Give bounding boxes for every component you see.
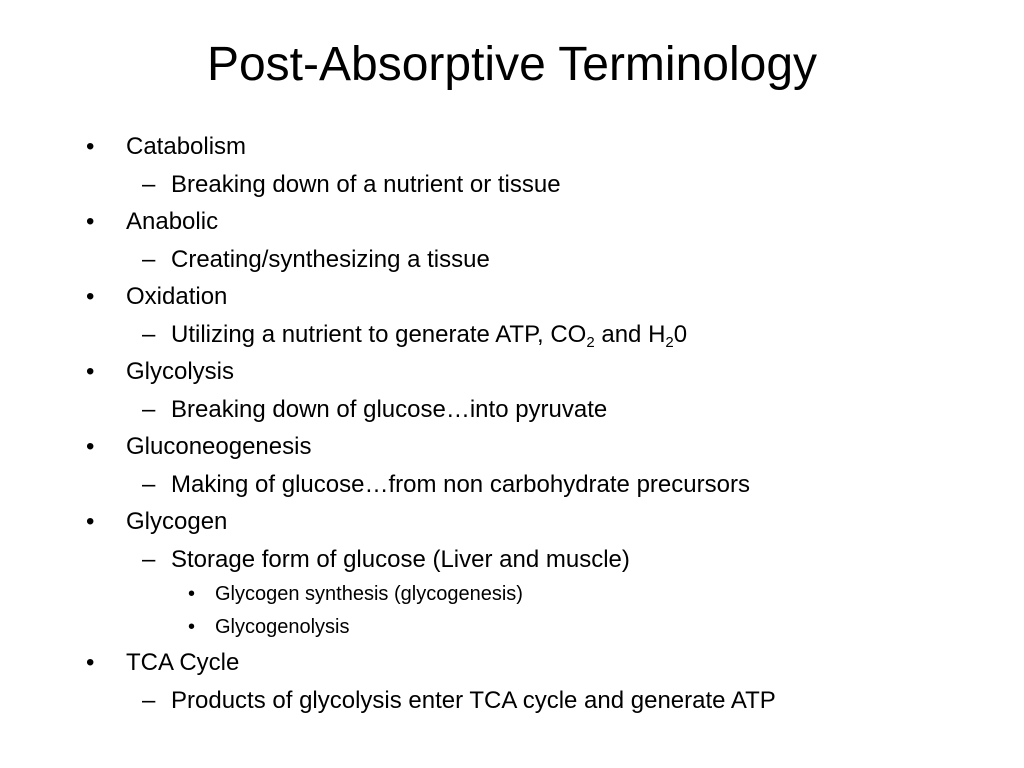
term-label: TCA Cycle [126, 649, 240, 676]
term-definition-anabolic [0, 241, 1024, 279]
term-item-anabolic [0, 203, 1024, 241]
subscript: 2 [665, 333, 674, 351]
sub-item-glycogenesis [0, 578, 1024, 611]
definition-text [171, 316, 687, 354]
definition-text: Breaking down of glucose…into pyruvate [171, 395, 608, 423]
definition-text-part: 0 [673, 320, 688, 348]
dash-icon: – [142, 320, 156, 348]
small-bullet-icon: • [188, 616, 196, 638]
term-definition-glycolysis [0, 391, 1024, 429]
sub-item-text: Glycogenolysis [215, 616, 350, 638]
bullet-icon: • [86, 649, 95, 676]
bullet-icon: • [86, 283, 95, 310]
term-item-tca-cycle [0, 644, 1024, 682]
term-definition-tca-cycle [0, 682, 1024, 720]
sub-item-text: Glycogen synthesis (glycogenesis) [215, 583, 523, 605]
dash-icon: – [142, 470, 156, 498]
term-definition-gluconeogenesis [0, 466, 1024, 504]
term-label: Gluconeogenesis [126, 433, 312, 460]
bullet-icon: • [86, 433, 95, 460]
term-item-glycogen [0, 503, 1024, 541]
definition-text: Making of glucose…from non carbohydrate precursors [171, 470, 750, 498]
definition-text: Breaking down of a nutrient or tissue [171, 170, 561, 198]
term-item-glycolysis [0, 353, 1024, 391]
term-item-oxidation [0, 278, 1024, 316]
dash-icon: – [142, 395, 156, 423]
term-label: Glycogen [126, 508, 228, 535]
bullet-icon: • [86, 358, 95, 385]
dash-icon: – [142, 686, 156, 714]
definition-text-part: and H [594, 320, 666, 348]
term-definition-catabolism [0, 166, 1024, 204]
small-bullet-icon: • [188, 583, 196, 605]
definition-text: Creating/synthesizing a tissue [171, 245, 490, 273]
subscript: 2 [586, 333, 595, 351]
term-definition-glycogen [0, 541, 1024, 579]
bullet-icon: • [86, 508, 95, 535]
term-item-gluconeogenesis [0, 428, 1024, 466]
slide-title: Post-Absorptive Terminology [206, 38, 818, 91]
term-label: Glycolysis [126, 358, 235, 385]
definition-text: Products of glycolysis enter TCA cycle and generate ATP [171, 686, 776, 714]
dash-icon: – [142, 245, 156, 273]
term-label: Oxidation [126, 283, 228, 310]
term-item-catabolism [0, 128, 1024, 166]
term-definition-oxidation [0, 316, 1024, 354]
definition-text-part: Utilizing a nutrient to generate ATP, CO [171, 320, 587, 348]
bullet-icon: • [86, 208, 95, 235]
sub-item-glycogenolysis [0, 611, 1024, 644]
term-label: Anabolic [126, 208, 219, 235]
term-label: Catabolism [126, 133, 247, 160]
term-list [0, 128, 1024, 719]
definition-text: Storage form of glucose (Liver and muscle) [171, 545, 630, 573]
dash-icon: – [142, 545, 156, 573]
bullet-icon: • [86, 133, 95, 160]
dash-icon: – [142, 170, 156, 198]
